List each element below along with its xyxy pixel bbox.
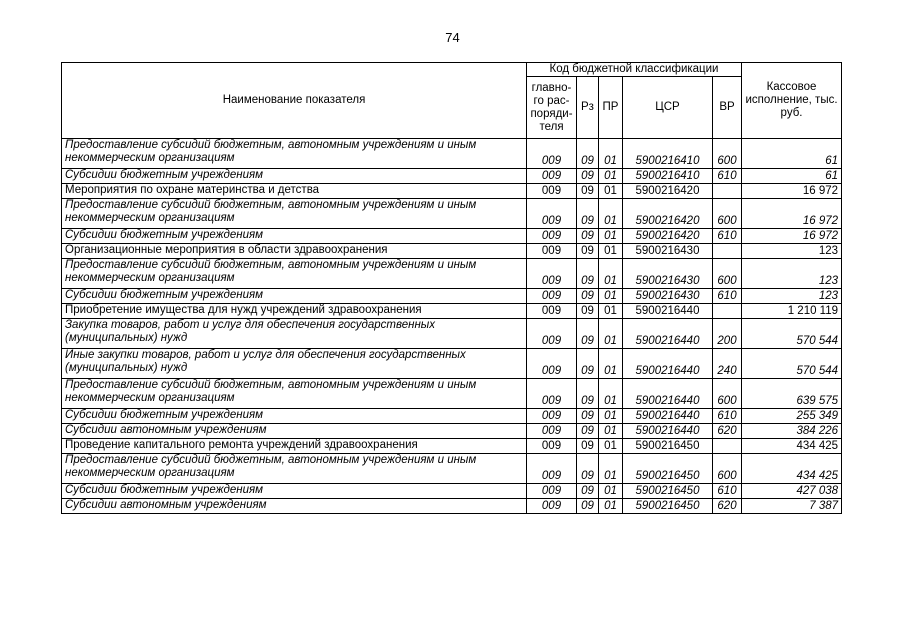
cell-vr: 610 — [713, 289, 742, 304]
cell-glav: 009 — [527, 139, 577, 169]
cell-glav: 009 — [527, 454, 577, 484]
cell-amount: 16 972 — [742, 184, 842, 199]
cell-pr: 01 — [599, 304, 623, 319]
cell-glav: 009 — [527, 439, 577, 454]
cell-vr: 600 — [713, 454, 742, 484]
cell-rz: 09 — [577, 244, 599, 259]
cell-amount: 384 226 — [742, 424, 842, 439]
cell-amount: 434 425 — [742, 454, 842, 484]
cell-amount: 61 — [742, 139, 842, 169]
cell-rz: 09 — [577, 184, 599, 199]
cell-name: Предоставление субсидий бюджетным, автономным учреждениям и иным некоммерческим организациям — [62, 454, 527, 484]
cell-pr: 01 — [599, 409, 623, 424]
cell-glav: 009 — [527, 499, 577, 514]
table-row — [62, 349, 842, 379]
cell-vr: 600 — [713, 259, 742, 289]
cell-glav: 009 — [527, 259, 577, 289]
cell-csr: 5900216430 — [623, 259, 713, 289]
cell-vr: 610 — [713, 229, 742, 244]
header-rz: Рз — [577, 77, 599, 139]
cell-pr: 01 — [599, 184, 623, 199]
cell-glav: 009 — [527, 289, 577, 304]
cell-rz: 09 — [577, 454, 599, 484]
cell-name: Иные закупки товаров, работ и услуг для обеспечения государственных (муниципальных) нужд — [62, 349, 527, 379]
cell-pr: 01 — [599, 244, 623, 259]
table-row — [62, 484, 842, 499]
header-vr: ВР — [713, 77, 742, 139]
table-row — [62, 319, 842, 349]
table-row — [62, 244, 842, 259]
cell-csr: 5900216430 — [623, 244, 713, 259]
cell-name: Проведение капитального ремонта учреждений здравоохранения — [62, 439, 527, 454]
cell-rz: 09 — [577, 139, 599, 169]
cell-glav: 009 — [527, 229, 577, 244]
cell-glav: 009 — [527, 319, 577, 349]
cell-csr: 5900216440 — [623, 424, 713, 439]
cell-pr: 01 — [599, 454, 623, 484]
cell-name: Субсидии бюджетным учреждениям — [62, 484, 527, 499]
table-row — [62, 499, 842, 514]
cell-amount: 639 575 — [742, 379, 842, 409]
cell-rz: 09 — [577, 199, 599, 229]
cell-rz: 09 — [577, 499, 599, 514]
table-row — [62, 454, 842, 484]
cell-name: Субсидии бюджетным учреждениям — [62, 409, 527, 424]
cell-name: Предоставление субсидий бюджетным, автономным учреждениям и иным некоммерческим организациям — [62, 199, 527, 229]
header-csr: ЦСР — [623, 77, 713, 139]
table-row — [62, 379, 842, 409]
cell-pr: 01 — [599, 289, 623, 304]
cell-csr: 5900216440 — [623, 409, 713, 424]
cell-vr — [713, 184, 742, 199]
table-header — [62, 63, 842, 139]
cell-name: Предоставление субсидий бюджетным, автономным учреждениям и иным некоммерческим организациям — [62, 259, 527, 289]
cell-vr: 610 — [713, 169, 742, 184]
cell-rz: 09 — [577, 289, 599, 304]
cell-rz: 09 — [577, 409, 599, 424]
cell-amount: 570 544 — [742, 319, 842, 349]
cell-rz: 09 — [577, 319, 599, 349]
cell-amount: 427 038 — [742, 484, 842, 499]
table-row — [62, 184, 842, 199]
cell-glav: 009 — [527, 349, 577, 379]
cell-amount: 7 387 — [742, 499, 842, 514]
cell-glav: 009 — [527, 184, 577, 199]
cell-vr — [713, 244, 742, 259]
cell-name: Закупка товаров, работ и услуг для обеспечения государственных (муниципальных) нужд — [62, 319, 527, 349]
cell-glav: 009 — [527, 409, 577, 424]
header-name: Наименование показателя — [62, 63, 527, 139]
cell-vr: 600 — [713, 139, 742, 169]
cell-pr: 01 — [599, 439, 623, 454]
cell-rz: 09 — [577, 379, 599, 409]
table-row — [62, 304, 842, 319]
cell-csr: 5900216450 — [623, 484, 713, 499]
cell-csr: 5900216440 — [623, 319, 713, 349]
cell-amount: 16 972 — [742, 199, 842, 229]
cell-name: Мероприятия по охране материнства и детства — [62, 184, 527, 199]
cell-name: Приобретение имущества для нужд учреждений здравоохранения — [62, 304, 527, 319]
cell-vr: 600 — [713, 199, 742, 229]
cell-amount: 123 — [742, 244, 842, 259]
table-row — [62, 424, 842, 439]
cell-rz: 09 — [577, 349, 599, 379]
cell-glav: 009 — [527, 244, 577, 259]
cell-rz: 09 — [577, 484, 599, 499]
cell-amount: 16 972 — [742, 229, 842, 244]
cell-pr: 01 — [599, 379, 623, 409]
cell-glav: 009 — [527, 304, 577, 319]
cell-pr: 01 — [599, 319, 623, 349]
cell-amount: 61 — [742, 169, 842, 184]
cell-rz: 09 — [577, 424, 599, 439]
header-glav: главно-го рас-поряди-теля — [527, 77, 577, 139]
table-row — [62, 169, 842, 184]
cell-vr: 600 — [713, 379, 742, 409]
cell-vr — [713, 304, 742, 319]
cell-name: Субсидии бюджетным учреждениям — [62, 289, 527, 304]
table-row — [62, 139, 842, 169]
cell-csr: 5900216440 — [623, 304, 713, 319]
cell-pr: 01 — [599, 199, 623, 229]
cell-vr: 200 — [713, 319, 742, 349]
cell-pr: 01 — [599, 349, 623, 379]
cell-pr: 01 — [599, 499, 623, 514]
cell-csr: 5900216450 — [623, 439, 713, 454]
cell-vr: 620 — [713, 424, 742, 439]
cell-glav: 009 — [527, 379, 577, 409]
table-row — [62, 199, 842, 229]
cell-amount: 570 544 — [742, 349, 842, 379]
table-body — [62, 139, 842, 514]
cell-name: Организационные мероприятия в области здравоохранения — [62, 244, 527, 259]
cell-rz: 09 — [577, 439, 599, 454]
cell-amount: 123 — [742, 289, 842, 304]
table-row — [62, 229, 842, 244]
cell-vr: 610 — [713, 484, 742, 499]
cell-amount: 434 425 — [742, 439, 842, 454]
cell-csr: 5900216440 — [623, 379, 713, 409]
cell-name: Субсидии автономным учреждениям — [62, 499, 527, 514]
cell-name: Предоставление субсидий бюджетным, автономным учреждениям и иным некоммерческим организациям — [62, 139, 527, 169]
cell-rz: 09 — [577, 304, 599, 319]
table-row — [62, 409, 842, 424]
cell-vr: 610 — [713, 409, 742, 424]
table-row — [62, 289, 842, 304]
cell-vr: 620 — [713, 499, 742, 514]
cell-glav: 009 — [527, 199, 577, 229]
cell-pr: 01 — [599, 169, 623, 184]
cell-pr: 01 — [599, 424, 623, 439]
cell-csr: 5900216450 — [623, 499, 713, 514]
table-row — [62, 439, 842, 454]
cell-name: Субсидии автономным учреждениям — [62, 424, 527, 439]
cell-pr: 01 — [599, 139, 623, 169]
cell-glav: 009 — [527, 169, 577, 184]
header-amount: Кассовое исполнение, тыс. руб. — [742, 63, 842, 139]
cell-amount: 255 349 — [742, 409, 842, 424]
cell-csr: 5900216420 — [623, 199, 713, 229]
cell-csr: 5900216410 — [623, 139, 713, 169]
cell-name: Субсидии бюджетным учреждениям — [62, 169, 527, 184]
page-number: 74 — [445, 30, 460, 45]
cell-csr: 5900216420 — [623, 229, 713, 244]
cell-csr: 5900216450 — [623, 454, 713, 484]
cell-rz: 09 — [577, 259, 599, 289]
cell-csr: 5900216410 — [623, 169, 713, 184]
cell-pr: 01 — [599, 229, 623, 244]
cell-amount: 123 — [742, 259, 842, 289]
cell-pr: 01 — [599, 484, 623, 499]
cell-glav: 009 — [527, 484, 577, 499]
cell-vr: 240 — [713, 349, 742, 379]
cell-vr — [713, 439, 742, 454]
cell-name: Предоставление субсидий бюджетным, автономным учреждениям и иным некоммерческим организациям — [62, 379, 527, 409]
cell-amount: 1 210 119 — [742, 304, 842, 319]
cell-csr: 5900216430 — [623, 289, 713, 304]
cell-rz: 09 — [577, 169, 599, 184]
cell-pr: 01 — [599, 259, 623, 289]
budget-table — [61, 62, 842, 514]
cell-csr: 5900216440 — [623, 349, 713, 379]
table-row — [62, 259, 842, 289]
cell-rz: 09 — [577, 229, 599, 244]
cell-csr: 5900216420 — [623, 184, 713, 199]
header-pr: ПР — [599, 77, 623, 139]
cell-name: Субсидии бюджетным учреждениям — [62, 229, 527, 244]
cell-glav: 009 — [527, 424, 577, 439]
header-kbk: Код бюджетной классификации — [527, 63, 742, 77]
